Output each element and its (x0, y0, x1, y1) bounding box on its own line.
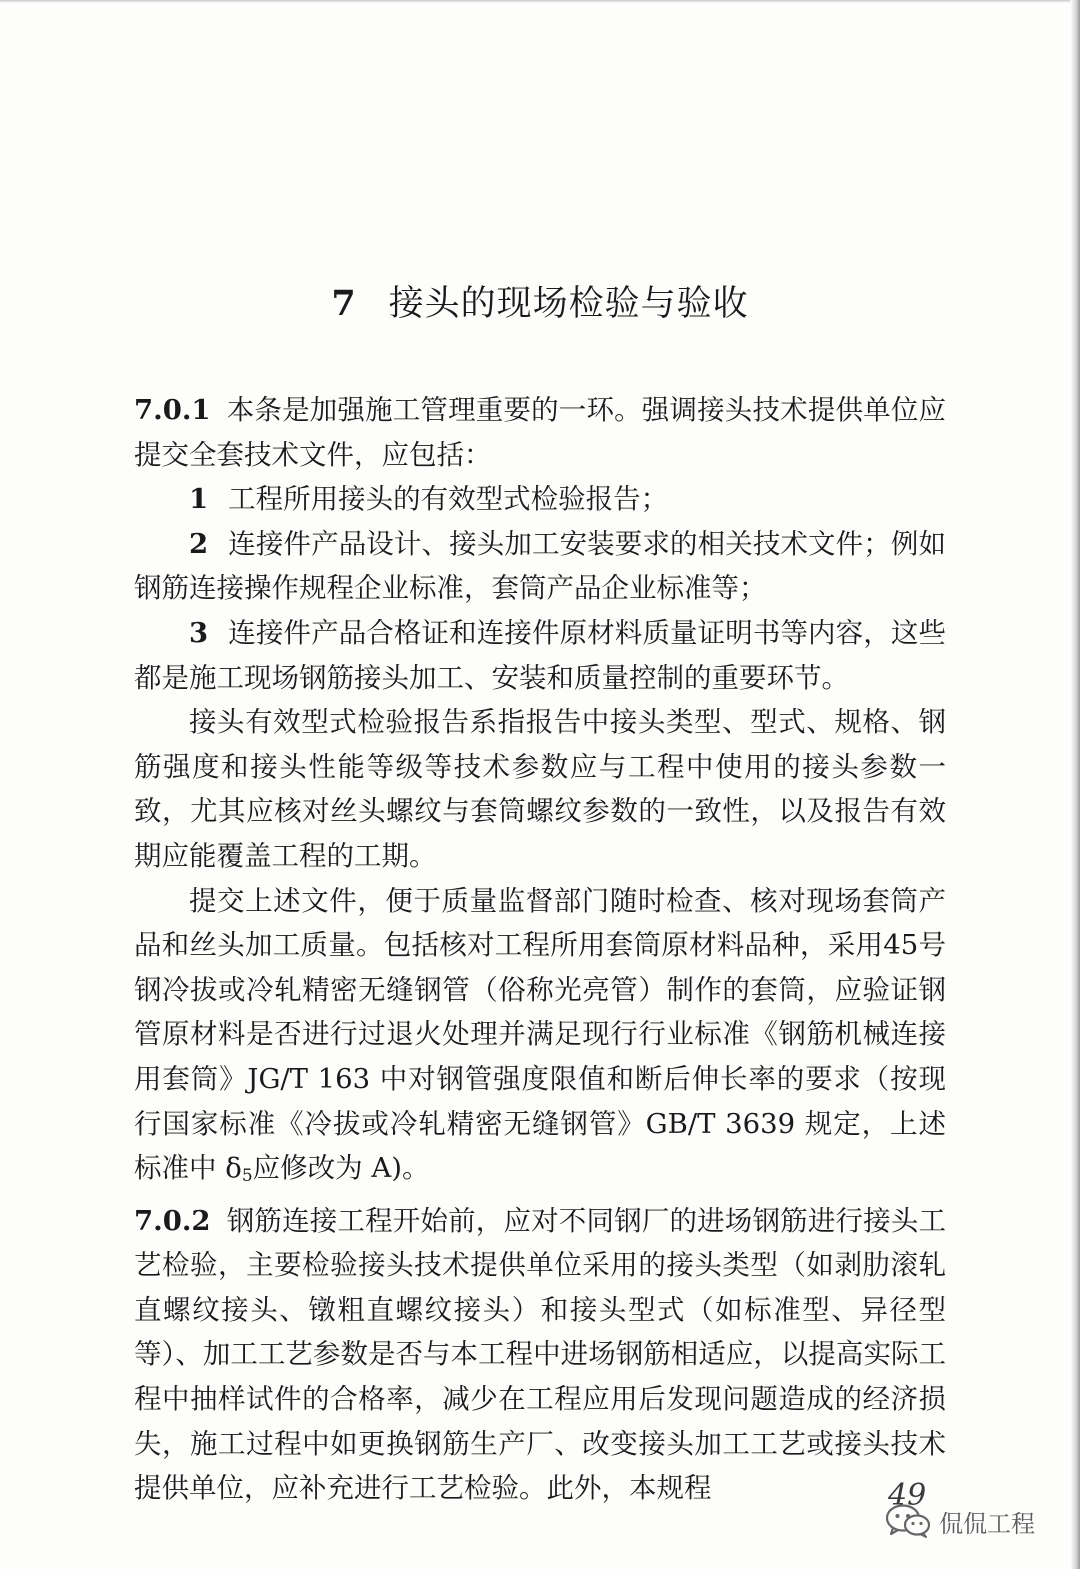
list-item (134, 611, 946, 700)
page-number: 49 (888, 1478, 927, 1513)
list-item-number: 1 (189, 483, 209, 516)
watermark (885, 1503, 1035, 1539)
watermark-text: 侃侃工程 (939, 1509, 1035, 1538)
list-item-text: 连接件产品合格证和连接件原材料质量证明书等内容，这些都是施工现场钢筋接头加工、安装和质量控制的重要环节。 (134, 616, 946, 694)
body-text (134, 388, 946, 1511)
list-item-text: 工程所用接头的有效型式检验报告； (228, 483, 669, 516)
list-item-number: 2 (189, 527, 209, 560)
list-item-text: 连接件产品设计、接头加工安装要求的相关技术文件；例如钢筋连接操作规程企业标准，套筒产品企业标准等； (134, 527, 946, 605)
paragraph: 接头有效型式检验报告系指报告中接头类型、型式、规格、钢筋强度和接头性能等级等技术参数应与工程中使用的接头参数一致，尤其应核对丝头螺纹与套筒螺纹参数的一致性，以及报告有效期应能覆盖工程的工期。 (134, 706, 946, 872)
clause-number: 7.0.1 (134, 394, 211, 426)
list-item (134, 522, 946, 611)
paragraph-text: 应修改为 A)。 (252, 1152, 430, 1185)
list-item (134, 477, 946, 522)
subscript: 5 (241, 1166, 253, 1187)
clause-702 (134, 1199, 946, 1511)
chapter-heading (0, 276, 1080, 326)
clause-text: 本条是加强施工管理重要的一环。强调接头技术提供单位应提交全套技术文件，应包括： (134, 394, 946, 471)
page-edge-top (0, 0, 1080, 3)
page-edge-right (1070, 0, 1080, 1569)
clause-text: 钢筋连接工程开始前，应对不同钢厂的进场钢筋进行接头工艺检验，主要检验接头技术提供单位采用的接头类型（如剥肋滚轧直螺纹接头、镦粗直螺纹接头）和接头型式（如标准型、异径型等）、加工工艺参数是否与本工程中进场钢筋相适应，以提高实际工程中抽样试件的合格率，减少在工程应用后发现问题造成的经济损失，施工过程中如更换钢筋生产厂、改变接头加工工艺或接头技术提供单位，应补充进行工艺检验。此外，本规程 (134, 1204, 946, 1505)
paragraph-text: 提交上述文件，便于质量监督部门随时检查、核对现场套筒产品和丝头加工质量。包括核对工程所用套筒原材料品种，采用45号钢冷拔或冷轧精密无缝钢管（俗称光亮管）制作的套筒，应验证钢管原材料是否进行过退火处理并满足现行行业标准《钢筋机械连接用套筒》JG/T 163 中对钢管强度限值和断后伸长率的要求（按现行国家标准《冷拔或冷轧精密无缝钢管》GB/T 3639 规定，上述标准中 δ (134, 884, 946, 1185)
list-item-number: 3 (189, 616, 209, 649)
chapter-title-text: 接头的现场检验与验收 (388, 284, 749, 324)
wechat-icon (885, 1503, 931, 1539)
clause-number: 7.0.2 (134, 1204, 211, 1237)
chapter-number: 7 (331, 283, 357, 324)
paragraph (134, 879, 946, 1199)
clause-701-intro (134, 388, 946, 477)
